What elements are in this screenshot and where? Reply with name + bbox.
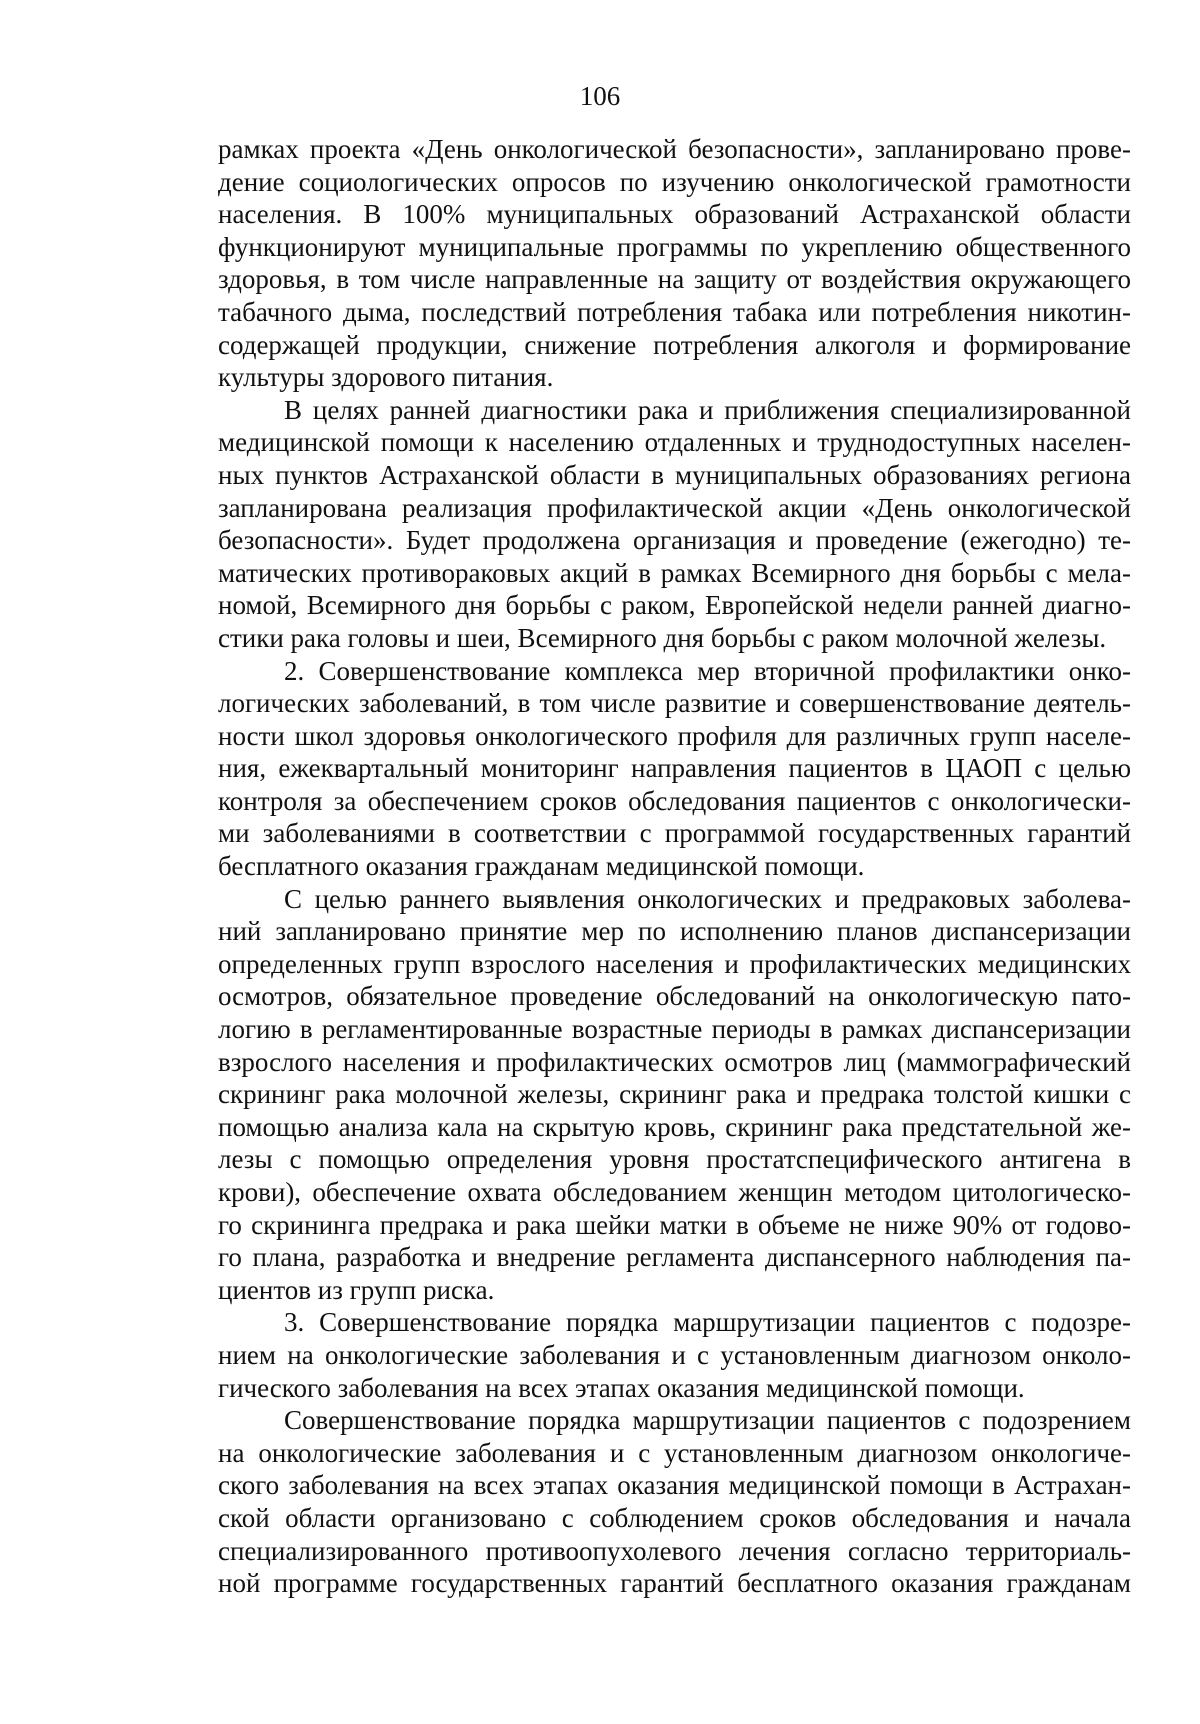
text-line: ний запланировано принятие мер по исполнению планов диспансеризации: [218, 916, 1131, 947]
text-line: табачного дыма, последствий потребления табака или потребления никотин-: [218, 296, 1131, 327]
text-line: циентов из групп риска.: [218, 1274, 495, 1305]
text-line: ми заболеваниями в соответствии с программой государственных гарантий: [218, 818, 1131, 849]
text-line: С целью раннего выявления онкологических и предраковых заболева-: [284, 883, 1131, 914]
body-text: [218, 133, 1131, 1600]
text-line: на онкологические заболевания и с установленным диагнозом онкологиче-: [218, 1437, 1131, 1468]
text-line: В целях ранней диагностики рака и приближения специализированной: [284, 394, 1131, 425]
paragraph: [218, 394, 1131, 655]
text-line: гического заболевания на всех этапах оказания медицинской помощи.: [218, 1372, 1025, 1403]
text-line: ных пунктов Астраханской области в муниципальных образованиях региона: [218, 459, 1131, 490]
text-line: запланирована реализация профилактической акции «День онкологической: [218, 492, 1131, 523]
text-line: матических противораковых акций в рамках Всемирного дня борьбы с мела-: [218, 557, 1131, 588]
text-line: ского заболевания на всех этапах оказания медицинской помощи в Астрахан-: [218, 1470, 1131, 1501]
text-line: скрининг рака молочной железы, скрининг рака и предрака толстой кишки с: [218, 1079, 1131, 1110]
text-line: ности школ здоровья онкологического профиля для различных групп населе-: [218, 720, 1131, 751]
paragraph: [218, 133, 1131, 394]
text-line: ния, ежеквартальный мониторинг направления пациентов в ЦАОП с целью: [218, 753, 1131, 784]
text-line: го скрининга предрака и рака шейки матки в объеме не ниже 90% от годово-: [218, 1209, 1131, 1240]
text-line: культуры здорового питания.: [218, 362, 554, 393]
text-line: специализированного противоопухолевого лечения согласно территориаль-: [218, 1535, 1131, 1566]
text-line: функционируют муниципальные программы по укреплению общественного: [218, 231, 1131, 262]
text-line: нием на онкологические заболевания и с установленным диагнозом онколо-: [218, 1339, 1131, 1370]
text-line: здоровья, в том числе направленные на защиту от воздействия окружающего: [218, 264, 1131, 295]
paragraph: [218, 1404, 1131, 1600]
text-line: осмотров, обязательное проведение обследований на онкологическую пато-: [218, 981, 1131, 1012]
text-line: Совершенствование порядка маршрутизации пациентов с подозрением: [284, 1405, 1131, 1436]
text-line: номой, Всемирного дня борьбы с раком, Европейской недели ранней диагно-: [218, 590, 1131, 621]
text-line: 3. Совершенствование порядка маршрутизации пациентов с подозре-: [284, 1307, 1131, 1338]
text-line: ской области организовано с соблюдением сроков обследования и начала: [218, 1502, 1131, 1533]
text-line: го плана, разработка и внедрение регламента диспансерного наблюдения па-: [218, 1242, 1131, 1273]
text-line: контроля за обеспечением сроков обследования пациентов с онкологически-: [218, 785, 1131, 816]
text-line: медицинской помощи к населению отдаленных и труднодоступных населен-: [218, 427, 1131, 458]
text-line: безопасности». Будет продолжена организация и проведение (ежегодно) те-: [218, 525, 1131, 556]
text-line: помощью анализа кала на скрытую кровь, скрининг рака предстательной же-: [218, 1111, 1131, 1142]
text-line: 2. Совершенствование комплекса мер вторичной профилактики онко-: [284, 655, 1131, 686]
text-line: рамках проекта «День онкологической безопасности», запланировано прове-: [218, 134, 1131, 164]
text-line: взрослого населения и профилактических осмотров лиц (маммографический: [218, 1046, 1131, 1077]
paragraph: [218, 883, 1131, 1307]
text-line: логию в регламентированные возрастные периоды в рамках диспансеризации: [218, 1014, 1131, 1045]
text-line: стики рака головы и шеи, Всемирного дня борьбы с раком молочной железы.: [218, 622, 1107, 653]
text-line: логических заболеваний, в том числе развитие и совершенствование деятель-: [218, 688, 1131, 719]
page-number: 106: [579, 81, 621, 111]
text-line: содержащей продукции, снижение потребления алкоголя и формирование: [218, 329, 1131, 360]
text-line: ной программе государственных гарантий бесплатного оказания гражданам: [218, 1568, 1131, 1599]
text-line: населения. В 100% муниципальных образований Астраханской области: [218, 199, 1131, 230]
text-line: определенных групп взрослого населения и профилактических медицинских: [218, 948, 1131, 979]
text-line: крови), обеспечение охвата обследованием женщин методом цитологическо-: [218, 1177, 1131, 1207]
paragraph: [218, 655, 1131, 883]
text-line: дение социологических опросов по изучению онкологической грамотности: [218, 166, 1131, 197]
text-line: лезы с помощью определения уровня простатспецифического антигена в: [218, 1144, 1131, 1175]
text-line: бесплатного оказания гражданам медицинской помощи.: [218, 851, 865, 882]
paragraph: [218, 1306, 1131, 1404]
